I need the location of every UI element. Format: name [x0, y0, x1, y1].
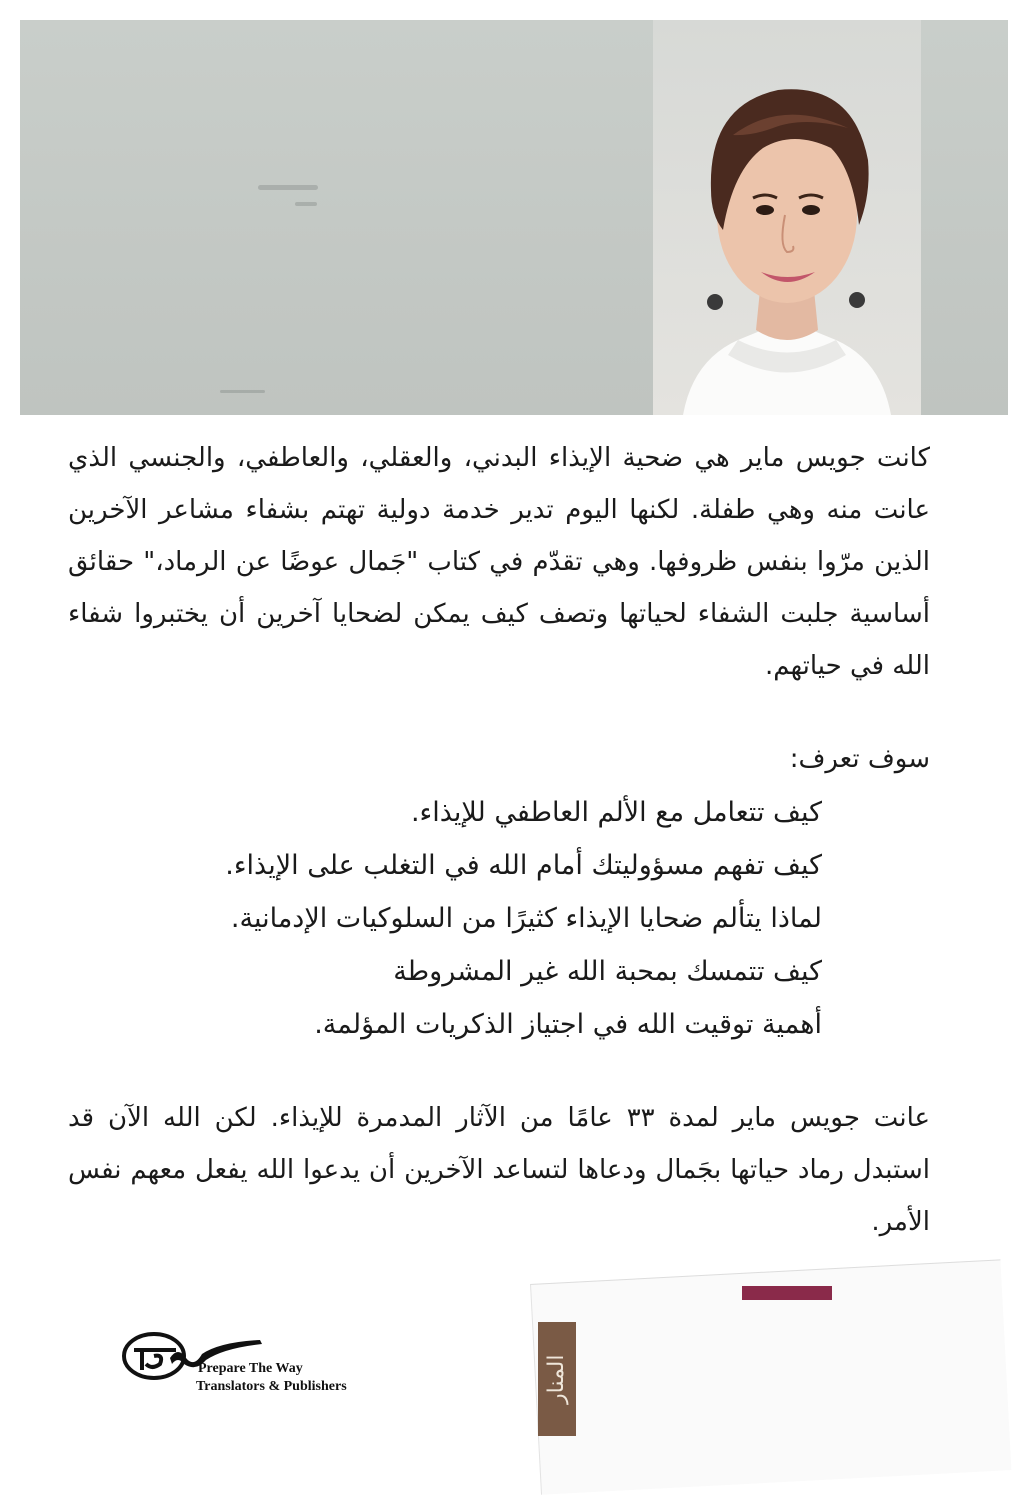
- publisher-logo: [120, 1328, 420, 1408]
- intro-paragraph-text: كانت جويس ماير هي ضحية الإيذاء البدني، والعقلي، والعاطفي، والجنسي الذي عانت منه وهي طفلة. لكنها اليوم تدير خدمة دولية تهتم بشفاء مشاعر الآخرين الذين مرّوا بنفس ظروفها. وهي تقدّم في كتاب "جَمال عوضًا عن الرماد،" حقائق أساسية جلبت الشفاء لحياتها وتصف كيف يمكن لضحايا آخرين أن يختبروا شفاء الله في حياتهم.: [68, 443, 930, 681]
- learning-points-list: [62, 786, 822, 1051]
- scan-smudge: [258, 185, 318, 190]
- intro-paragraph: [68, 432, 930, 692]
- publisher-line-2: Translators & Publishers: [196, 1379, 347, 1394]
- scan-smudge: [295, 202, 317, 206]
- author-portrait-illustration: [653, 20, 921, 415]
- learn-heading: سوف تعرف:: [789, 744, 930, 774]
- list-item: كيف تتعامل مع الألم العاطفي للإيذاء.: [410, 797, 822, 828]
- list-item: لماذا يتألم ضحايا الإيذاء كثيرًا من السلوكيات الإدمانية.: [230, 903, 822, 934]
- series-label: المنار: [544, 1354, 569, 1404]
- closing-paragraph: [68, 1092, 930, 1248]
- list-item: أهمية توقيت الله في اجتياز الذكريات المؤلمة.: [314, 1009, 822, 1040]
- cover-photo-band: [20, 20, 1008, 415]
- publisher-name: [196, 1360, 347, 1396]
- closing-paragraph-text: عانت جويس ماير لمدة ٣٣ عامًا من الآثار المدمرة للإيذاء. لكن الله الآن قد استبدل رماد حياتها بجَمال ودعاها لتساعد الآخرين أن يدعوا الله يفعل معهم نفس الأمر.: [68, 1103, 930, 1237]
- scan-smudge: [220, 390, 265, 393]
- list-item: كيف تتمسك بمحبة الله غير المشروطة: [393, 956, 822, 987]
- list-item: كيف تفهم مسؤوليتك أمام الله في التغلب على الإيذاء.: [225, 850, 822, 881]
- publisher-line-1: Prepare The Way: [198, 1361, 303, 1376]
- author-portrait: [653, 20, 921, 415]
- book-color-edge: [742, 1286, 832, 1300]
